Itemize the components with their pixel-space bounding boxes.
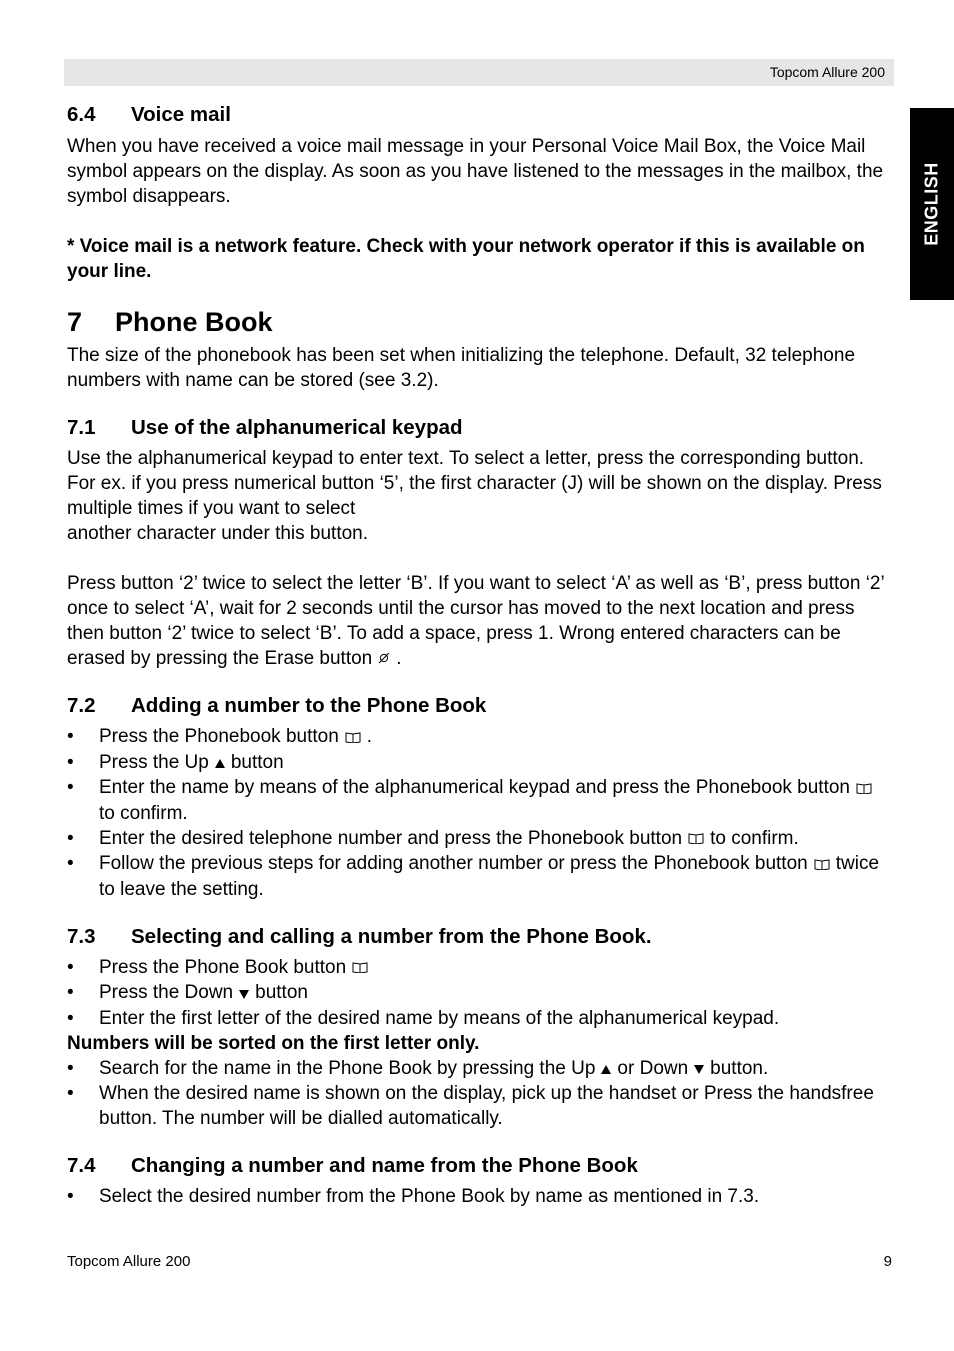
selecting-steps-list-2 bbox=[67, 1056, 891, 1131]
up-arrow-icon bbox=[215, 750, 225, 775]
phonebook-icon bbox=[688, 826, 704, 851]
page-number: 9 bbox=[883, 1253, 892, 1270]
list-item: • Press the Phonebook button . bbox=[67, 724, 891, 749]
phonebook-icon bbox=[856, 776, 872, 801]
phonebook-icon bbox=[352, 955, 368, 980]
voice-mail-text: When you have received a voice mail message in your Personal Voice Mail Box, the Voice Mail symbol appears on the display. As soon as you have listened to the messages in the mailbox, the symbol disappears. bbox=[67, 136, 884, 207]
selecting-steps-list bbox=[67, 955, 891, 1031]
footer-product-name: Topcom Allure 200 bbox=[67, 1253, 191, 1270]
heading-6-4: 6.4 Voice mail bbox=[67, 103, 231, 126]
heading-7: 7 Phone Book bbox=[67, 307, 273, 337]
page-header-bar bbox=[64, 59, 894, 86]
list-item: • Enter the desired telephone number and press the Phonebook button to confirm. bbox=[67, 826, 891, 851]
page-content bbox=[67, 102, 891, 1209]
list-item: • Enter the first letter of the desired name by means of the alphanumerical keypad. bbox=[67, 1007, 780, 1029]
phone-book-intro: The size of the phonebook has been set when initializing the telephone. Default, 32 telephone numbers with name can be stored (see 3.2). bbox=[67, 345, 856, 391]
sorting-note: Numbers will be sorted on the first letter only. bbox=[67, 1032, 480, 1054]
heading-7-2: 7.2 Adding a number to the Phone Book bbox=[67, 694, 487, 718]
changing-steps-list bbox=[67, 1184, 891, 1209]
list-item: • Press the Up button bbox=[67, 750, 891, 775]
list-item: • Select the desired number from the Phone Book by name as mentioned in 7.3. bbox=[67, 1186, 760, 1208]
language-tab-label: ENGLISH bbox=[921, 162, 942, 246]
language-tab bbox=[910, 108, 954, 300]
list-item: • Enter the name by means of the alphanumerical keypad and press the Phonebook buttonto confirm. bbox=[67, 775, 891, 825]
heading-7-1: 7.1 Use of the alphanumerical keypad bbox=[67, 416, 463, 439]
heading-7-4: 7.4 Changing a number and name from the Phone Book bbox=[67, 1154, 638, 1178]
keypad-text-1a: Use the alphanumerical keypad to enter text. To select a letter, press the corresponding button. For ex. if you press numerical button ‘5’, the first character (J) will be shown on the display. Press multiple times if you want to select bbox=[67, 448, 882, 519]
list-item: • Follow the previous steps for adding another number or press the Phonebook button twice to leave the setting. bbox=[67, 853, 880, 900]
list-item: • When the desired name is shown on the display, pick up the handset or Press the handsfree button. The number will be dialled automatically. bbox=[67, 1083, 874, 1130]
list-item: • Search for the name in the Phone Book by pressing the Up or Down button. bbox=[67, 1056, 891, 1081]
heading-7-3: 7.3 Selecting and calling a number from the Phone Book. bbox=[67, 924, 652, 948]
header-title: Topcom Allure 200 bbox=[769, 64, 885, 80]
phonebook-icon bbox=[345, 725, 361, 750]
adding-steps-list bbox=[67, 724, 891, 901]
phonebook-icon bbox=[814, 852, 830, 877]
erase-icon bbox=[378, 646, 390, 671]
keypad-text-2: Press button ‘2’ twice to select the letter ‘B’. If you want to select ‘A’ as well as ‘B’, press button ‘2’ once to select ‘A’, wait for 2 seconds until the cursor has moved to the next location and press then button ‘2’ twice to select ‘B’. To add a space, press 1. Wrong entered characters can be erased by pressing the Erase button . bbox=[67, 571, 891, 671]
down-arrow-icon bbox=[694, 1056, 704, 1081]
list-item: • Press the Phone Book button bbox=[67, 955, 891, 980]
up-arrow-icon bbox=[601, 1056, 611, 1081]
voice-mail-note: * Voice mail is a network feature. Check with your network operator if this is available on your line. bbox=[67, 236, 865, 282]
keypad-text-1b: another character under this button. bbox=[67, 523, 369, 544]
down-arrow-icon bbox=[239, 981, 249, 1006]
list-item: • Press the Down button bbox=[67, 980, 891, 1005]
